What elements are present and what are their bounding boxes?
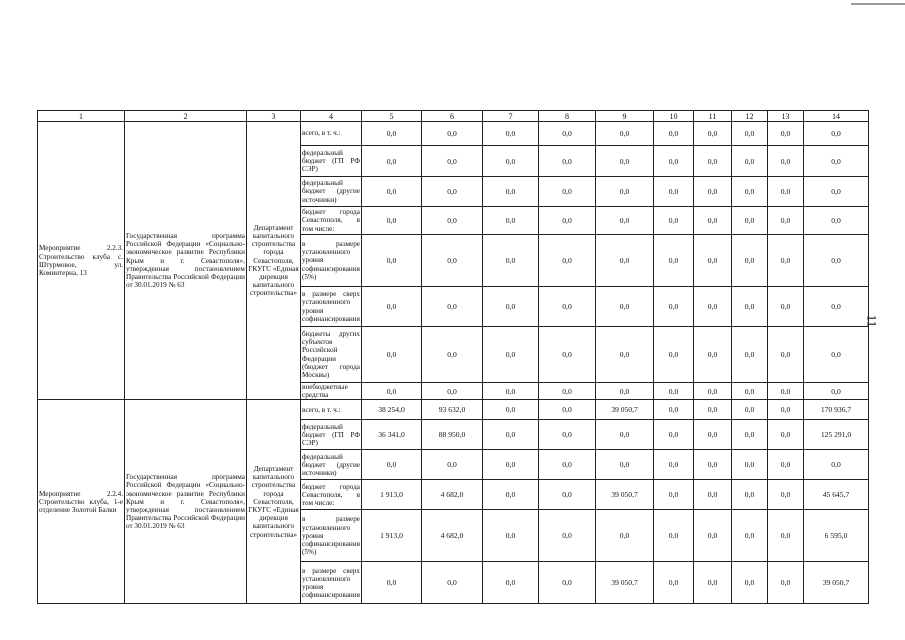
amount-cell: 0,0 xyxy=(483,420,539,450)
amount-cell: 0,0 xyxy=(539,122,596,146)
table-body xyxy=(38,111,869,604)
funding-source: федеральный бюджет (другие источники) xyxy=(301,177,362,207)
funding-source: в размере установленного уровня софинансирования (5%) xyxy=(301,510,362,562)
column-header-13: 13 xyxy=(768,111,804,122)
amount-cell: 0,0 xyxy=(694,177,732,207)
executor-name: Департамент капитального строительства города Севастополя, ГКУГС «Единая дирекция капитального строительства» xyxy=(247,400,301,604)
amount-cell: 0,0 xyxy=(596,235,654,287)
measure-name: Мероприятие 2.2.4. Строительство клуба, 1-е отделение Золотой Балки xyxy=(38,400,125,604)
amount-cell: 39 050,7 xyxy=(596,562,654,604)
amount-cell: 0,0 xyxy=(694,400,732,420)
amount-cell: 0,0 xyxy=(694,420,732,450)
amount-cell: 0,0 xyxy=(362,450,422,480)
amount-cell: 0,0 xyxy=(732,562,768,604)
amount-cell: 0,0 xyxy=(654,420,694,450)
amount-cell: 0,0 xyxy=(362,177,422,207)
column-header-10: 10 xyxy=(654,111,694,122)
amount-cell: 0,0 xyxy=(694,122,732,146)
amount-cell: 0,0 xyxy=(422,235,483,287)
amount-cell: 0,0 xyxy=(483,383,539,400)
amount-cell: 0,0 xyxy=(768,146,804,177)
amount-cell: 0,0 xyxy=(362,235,422,287)
amount-cell: 0,0 xyxy=(694,510,732,562)
amount-cell: 0,0 xyxy=(362,207,422,235)
amount-cell: 0,0 xyxy=(768,235,804,287)
amount-cell: 0,0 xyxy=(694,287,732,327)
amount-cell: 0,0 xyxy=(483,122,539,146)
column-header-11: 11 xyxy=(694,111,732,122)
column-header-3: 3 xyxy=(247,111,301,122)
funding-source: в размере установленного уровня софинансирования (5%) xyxy=(301,235,362,287)
amount-cell: 0,0 xyxy=(596,383,654,400)
amount-cell: 0,0 xyxy=(804,327,869,383)
amount-cell: 1 913,0 xyxy=(362,510,422,562)
amount-cell: 0,0 xyxy=(768,207,804,235)
column-header-8: 8 xyxy=(539,111,596,122)
funding-source: всего, в т. ч.: xyxy=(301,122,362,146)
amount-cell: 0,0 xyxy=(768,122,804,146)
column-header-4: 4 xyxy=(301,111,362,122)
amount-cell: 45 645,7 xyxy=(804,480,869,510)
header-row xyxy=(38,111,869,122)
amount-cell: 0,0 xyxy=(804,122,869,146)
amount-cell: 0,0 xyxy=(694,562,732,604)
amount-cell: 39 050,7 xyxy=(596,480,654,510)
amount-cell: 0,0 xyxy=(483,177,539,207)
amount-cell: 0,0 xyxy=(539,287,596,327)
amount-cell: 0,0 xyxy=(539,146,596,177)
amount-cell: 0,0 xyxy=(732,287,768,327)
amount-cell: 0,0 xyxy=(732,327,768,383)
amount-cell: 0,0 xyxy=(654,287,694,327)
funding-source: бюджет города Севастополя, в том числе: xyxy=(302,208,360,233)
amount-cell: 0,0 xyxy=(596,510,654,562)
program-name: Государственная программа Российской Федерации «Социально-экономическое развитие Республики Крым и г. Севастополя», утвержденная постановлением Правительства Российской Федерации от 30.01.2019 № 63 xyxy=(125,400,247,604)
amount-cell: 0,0 xyxy=(483,207,539,235)
amount-cell: 0,0 xyxy=(732,450,768,480)
amount-cell: 0,0 xyxy=(804,146,869,177)
amount-cell: 0,0 xyxy=(654,562,694,604)
amount-cell: 0,0 xyxy=(732,235,768,287)
amount-cell: 0,0 xyxy=(596,420,654,450)
amount-cell: 0,0 xyxy=(483,400,539,420)
amount-cell: 0,0 xyxy=(483,450,539,480)
amount-cell: 0,0 xyxy=(694,207,732,235)
amount-cell: 0,0 xyxy=(483,510,539,562)
amount-cell: 0,0 xyxy=(732,480,768,510)
amount-cell: 0,0 xyxy=(422,122,483,146)
amount-cell: 0,0 xyxy=(768,450,804,480)
amount-cell: 0,0 xyxy=(694,146,732,177)
amount-cell: 0,0 xyxy=(422,562,483,604)
funding-source: внебюджетные средства xyxy=(301,383,362,400)
executor-name: Департамент капитального строительства города Севастополя, ГКУГС «Единая дирекция капитального строительства» xyxy=(247,122,301,400)
page-number: 11 xyxy=(864,314,880,328)
amount-cell: 39 050,7 xyxy=(596,400,654,420)
amount-cell: 1 913,0 xyxy=(362,480,422,510)
amount-cell: 0,0 xyxy=(539,562,596,604)
amount-cell: 0,0 xyxy=(654,383,694,400)
amount-cell: 125 291,0 xyxy=(804,420,869,450)
amount-cell: 0,0 xyxy=(539,177,596,207)
column-header-14: 14 xyxy=(804,111,869,122)
column-header-2: 2 xyxy=(125,111,247,122)
amount-cell: 0,0 xyxy=(483,562,539,604)
amount-cell: 0,0 xyxy=(654,235,694,287)
amount-cell: 4 682,0 xyxy=(422,510,483,562)
amount-cell: 0,0 xyxy=(768,400,804,420)
amount-cell: 0,0 xyxy=(596,287,654,327)
amount-cell: 0,0 xyxy=(804,450,869,480)
amount-cell: 38 254,0 xyxy=(362,400,422,420)
amount-cell: 0,0 xyxy=(768,177,804,207)
funding-source: федеральный бюджет (другие источники) xyxy=(301,450,362,480)
amount-cell: 0,0 xyxy=(596,146,654,177)
amount-cell: 0,0 xyxy=(804,177,869,207)
measure-name: Мероприятие 2.2.3. Строительство клуба с. Штурмовое, ул. Коминтерна, 13 xyxy=(38,122,125,400)
amount-cell: 0,0 xyxy=(732,510,768,562)
amount-cell: 0,0 xyxy=(654,177,694,207)
amount-cell: 0,0 xyxy=(539,400,596,420)
amount-cell: 0,0 xyxy=(654,122,694,146)
amount-cell: 0,0 xyxy=(362,146,422,177)
column-header-7: 7 xyxy=(483,111,539,122)
amount-cell: 0,0 xyxy=(539,480,596,510)
amount-cell: 0,0 xyxy=(732,383,768,400)
amount-cell: 39 050,7 xyxy=(804,562,869,604)
amount-cell: 0,0 xyxy=(483,146,539,177)
amount-cell: 0,0 xyxy=(422,450,483,480)
amount-cell: 0,0 xyxy=(422,287,483,327)
funding-source: в размере сверх установленного уровня софинансирования xyxy=(301,562,362,604)
amount-cell: 0,0 xyxy=(768,383,804,400)
amount-cell: 0,0 xyxy=(539,510,596,562)
funding-source: в размере сверх установленного уровня софинансирования xyxy=(301,287,362,327)
amount-cell: 0,0 xyxy=(422,146,483,177)
amount-cell: 0,0 xyxy=(539,383,596,400)
column-header-1: 1 xyxy=(38,111,125,122)
amount-cell: 0,0 xyxy=(804,207,869,235)
amount-cell: 0,0 xyxy=(694,480,732,510)
column-header-6: 6 xyxy=(422,111,483,122)
amount-cell: 0,0 xyxy=(694,235,732,287)
amount-cell: 0,0 xyxy=(362,122,422,146)
funding-source: всего, в т. ч.: xyxy=(301,400,362,420)
column-header-9: 9 xyxy=(596,111,654,122)
amount-cell: 93 632,0 xyxy=(422,400,483,420)
amount-cell: 0,0 xyxy=(768,287,804,327)
column-header-12: 12 xyxy=(732,111,768,122)
amount-cell: 0,0 xyxy=(804,235,869,287)
amount-cell: 0,0 xyxy=(596,450,654,480)
amount-cell: 0,0 xyxy=(654,510,694,562)
amount-cell: 0,0 xyxy=(654,327,694,383)
amount-cell: 0,0 xyxy=(422,383,483,400)
table-row xyxy=(38,122,869,146)
funding-source: федеральный бюджет (ГП РФ СЭР) xyxy=(301,420,362,450)
amount-cell: 0,0 xyxy=(804,287,869,327)
amount-cell: 6 595,0 xyxy=(804,510,869,562)
amount-cell: 0,0 xyxy=(483,327,539,383)
amount-cell: 0,0 xyxy=(362,383,422,400)
program-name: Государственная программа Российской Федерации «Социально-экономическое развитие Республики Крым и г. Севастополя», утвержденная постановлением Правительства Российской Федерации от 30.01.2019 № 63 xyxy=(125,122,247,400)
amount-cell: 0,0 xyxy=(804,383,869,400)
funding-source: бюджеты других субъектов Российской Федерации (бюджет города Москвы) xyxy=(301,327,362,383)
amount-cell: 0,0 xyxy=(539,235,596,287)
amount-cell: 0,0 xyxy=(422,177,483,207)
amount-cell: 0,0 xyxy=(539,327,596,383)
amount-cell: 0,0 xyxy=(768,327,804,383)
amount-cell: 0,0 xyxy=(483,480,539,510)
amount-cell: 0,0 xyxy=(768,480,804,510)
amount-cell: 0,0 xyxy=(362,327,422,383)
scan-edge-mark xyxy=(851,3,905,5)
amount-cell: 0,0 xyxy=(732,122,768,146)
amount-cell: 0,0 xyxy=(596,327,654,383)
amount-cell: 0,0 xyxy=(362,287,422,327)
amount-cell: 0,0 xyxy=(768,510,804,562)
amount-cell: 0,0 xyxy=(483,235,539,287)
amount-cell: 0,0 xyxy=(422,327,483,383)
funding-source: федеральный бюджет (ГП РФ СЭР) xyxy=(301,146,362,177)
amount-cell: 0,0 xyxy=(539,207,596,235)
amount-cell: 0,0 xyxy=(694,327,732,383)
amount-cell: 0,0 xyxy=(483,287,539,327)
amount-cell: 0,0 xyxy=(539,420,596,450)
amount-cell: 88 950,0 xyxy=(422,420,483,450)
amount-cell: 0,0 xyxy=(768,420,804,450)
amount-cell: 36 341,0 xyxy=(362,420,422,450)
amount-cell: 0,0 xyxy=(732,146,768,177)
amount-cell: 0,0 xyxy=(732,400,768,420)
amount-cell: 0,0 xyxy=(596,207,654,235)
table-row xyxy=(38,400,869,420)
amount-cell: 0,0 xyxy=(362,562,422,604)
column-header-5: 5 xyxy=(362,111,422,122)
amount-cell: 170 936,7 xyxy=(804,400,869,420)
amount-cell: 0,0 xyxy=(694,383,732,400)
amount-cell: 0,0 xyxy=(654,400,694,420)
amount-cell: 4 682,0 xyxy=(422,480,483,510)
amount-cell: 0,0 xyxy=(596,122,654,146)
amount-cell: 0,0 xyxy=(694,450,732,480)
amount-cell: 0,0 xyxy=(422,207,483,235)
amount-cell: 0,0 xyxy=(654,480,694,510)
amount-cell: 0,0 xyxy=(654,207,694,235)
amount-cell: 0,0 xyxy=(654,450,694,480)
budget-table xyxy=(37,110,869,604)
amount-cell: 0,0 xyxy=(654,146,694,177)
amount-cell: 0,0 xyxy=(768,562,804,604)
amount-cell: 0,0 xyxy=(732,420,768,450)
amount-cell: 0,0 xyxy=(539,450,596,480)
amount-cell: 0,0 xyxy=(732,177,768,207)
funding-source: бюджет города Севастополя, в том числе: xyxy=(301,480,362,510)
amount-cell: 0,0 xyxy=(596,177,654,207)
amount-cell: 0,0 xyxy=(732,207,768,235)
